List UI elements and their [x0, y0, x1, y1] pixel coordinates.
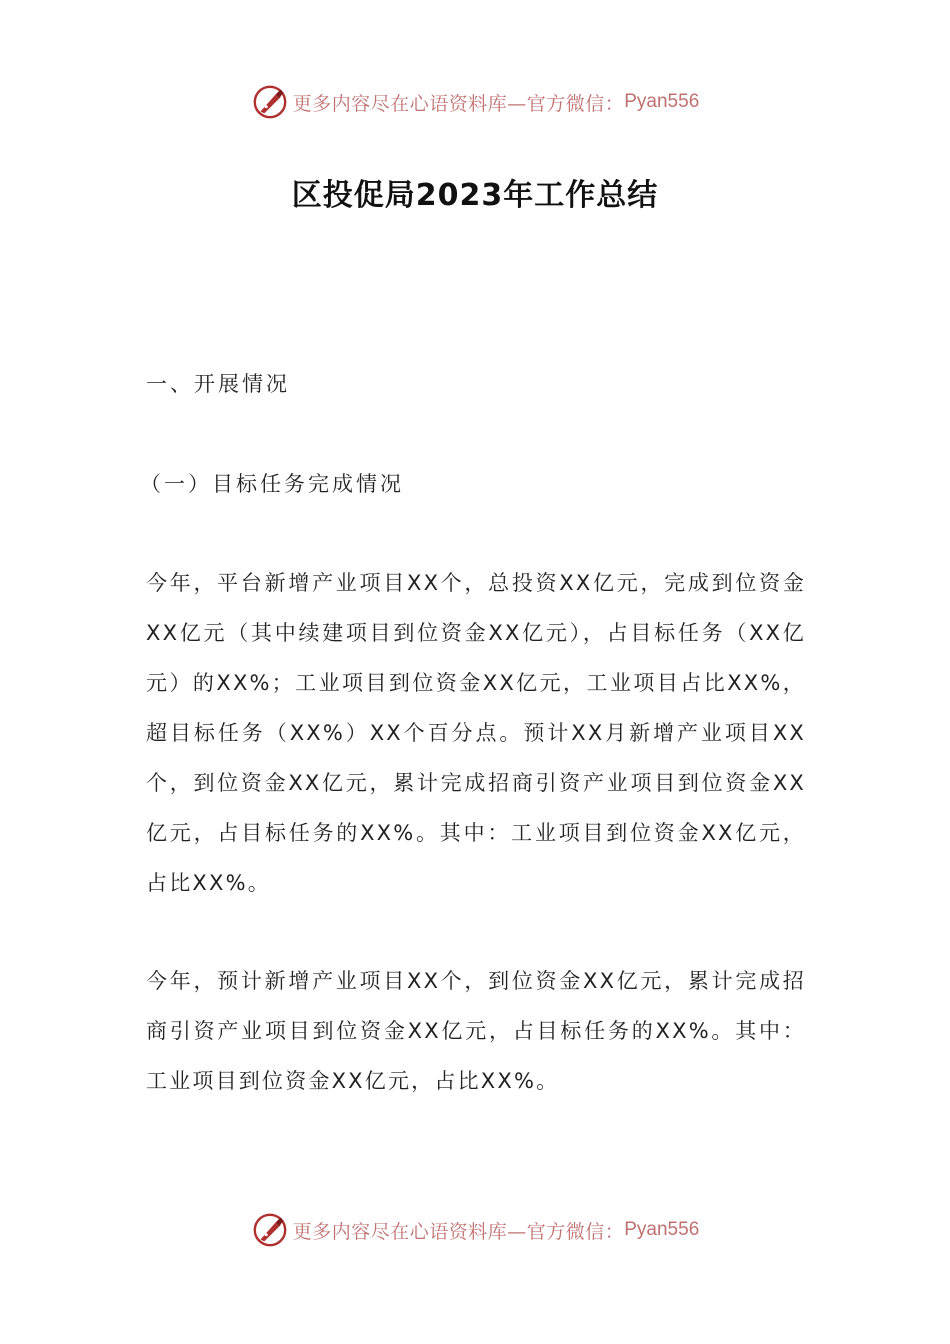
watermark-header	[0, 82, 950, 122]
pen-nib-icon	[251, 83, 289, 121]
watermark-text: 更多内容尽在心语资料库—官方微信：	[292, 1220, 625, 1243]
pen-nib-icon	[251, 1211, 289, 1249]
paragraph-2: 今年，预计新增产业项目XX个，到位资金XX亿元，累计完成招商引资产业项目到位资金XX亿元，占目标任务的XX%。其中：工业项目到位资金XX亿元，占比XX%。	[146, 969, 806, 1093]
section-heading: 一、开展情况	[146, 372, 290, 396]
watermark-text: 更多内容尽在心语资料库—官方微信：	[292, 92, 625, 115]
subsection-heading: （一）目标任务完成情况	[140, 472, 404, 496]
watermark-account: Pyan556	[624, 1219, 700, 1240]
watermark-footer	[0, 1210, 950, 1250]
paragraph-1: 今年，平台新增产业项目XX个，总投资XX亿元，完成到位资金XX亿元（其中续建项目到位资金XX亿元），占目标任务（XX亿元）的XX%；工业项目到位资金XX亿元，工业项目占比XX%，超目标任务（XX%）XX个百分点。预计XX月新增产业项目XX个，到位资金XX亿元，累计完成招商引资产业项目到位资金XX亿元，占目标任务的XX%。其中：工业项目到位资金XX亿元，占比XX%。	[146, 571, 806, 895]
watermark-account: Pyan556	[624, 91, 700, 112]
page-title: 区投促局2023年工作总结	[291, 178, 659, 213]
